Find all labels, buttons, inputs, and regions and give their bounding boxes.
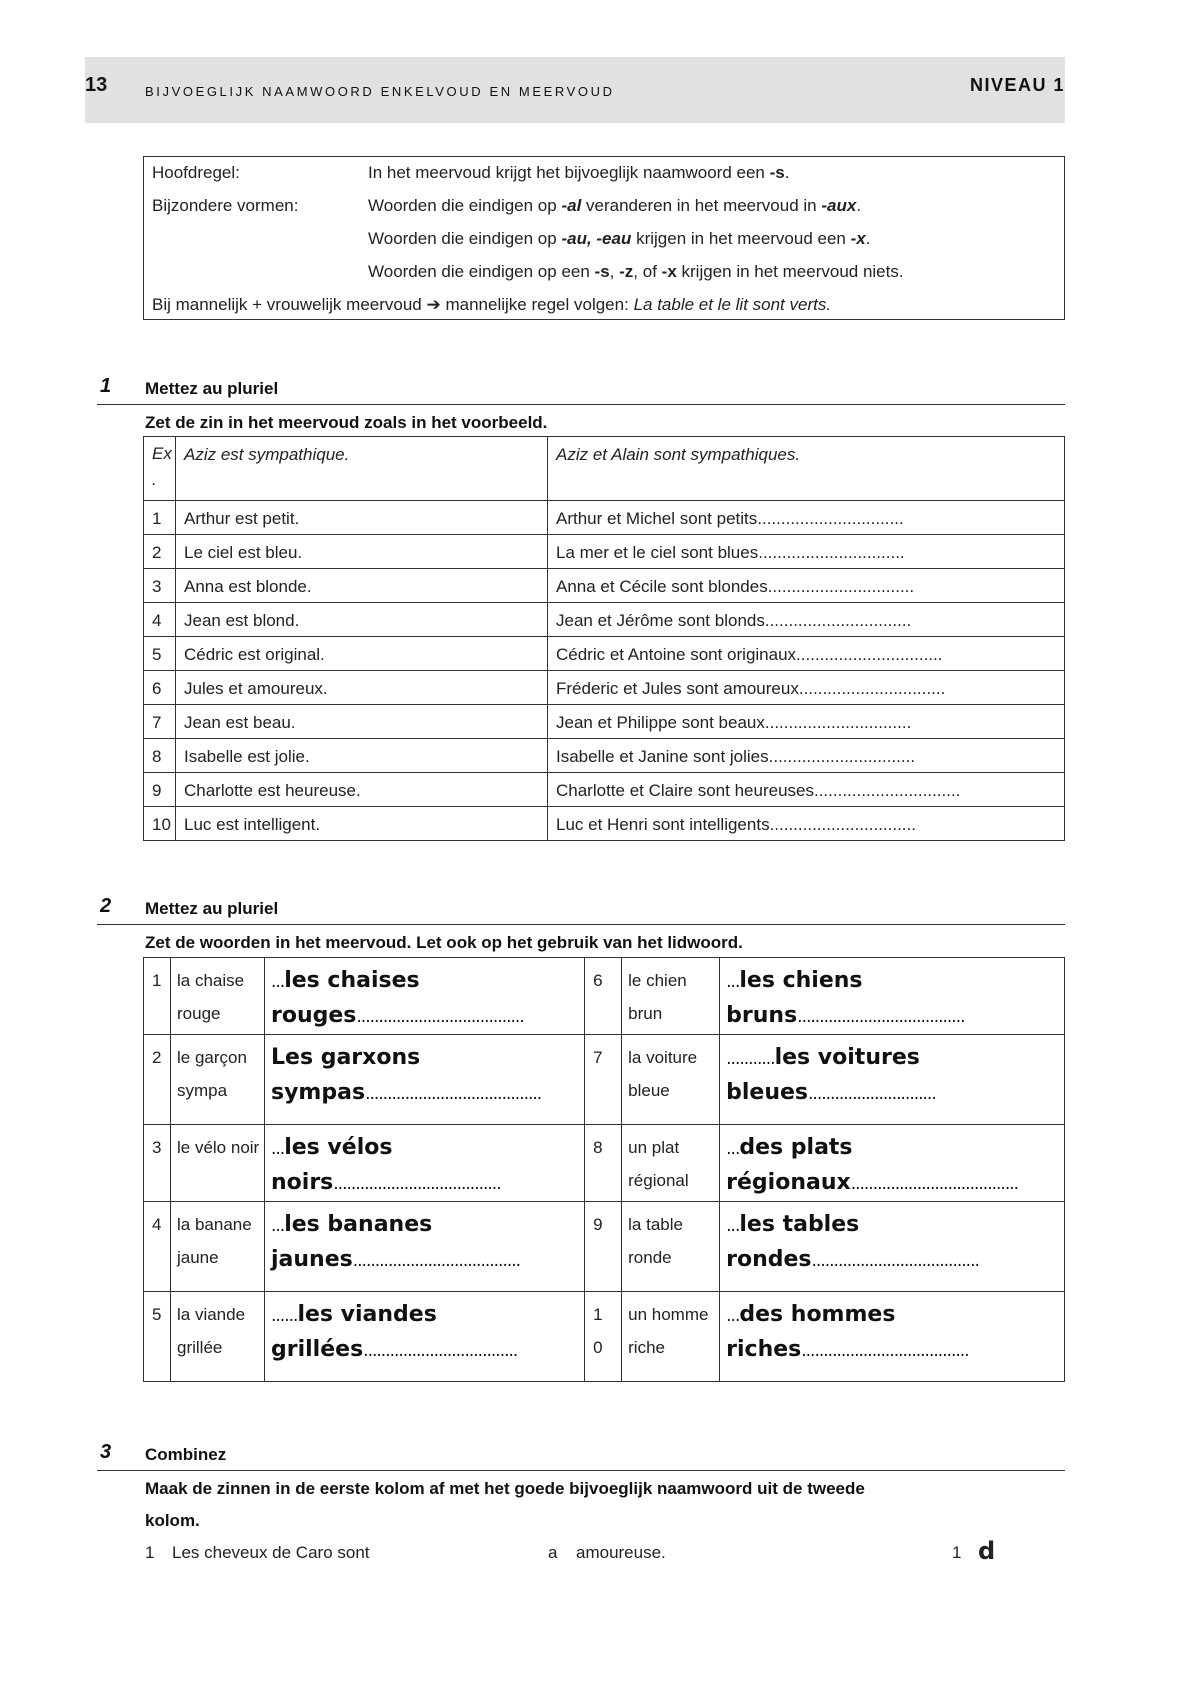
row-number: 4 (144, 603, 176, 637)
section-2-number: 2 (100, 895, 112, 917)
exercise-1-row (144, 671, 1065, 705)
section-1-instruction: Zet de zin in het meervoud zoals in het voorbeeld. (145, 413, 548, 432)
item-answer-field[interactable]: ...les tables rondes...................................... (720, 1202, 1065, 1292)
row-answer-field[interactable]: Jean et Philippe sont beaux............................... (548, 705, 1065, 739)
row-number: 9 (144, 773, 176, 807)
item-number: 1 0 (585, 1292, 622, 1382)
arrow-right-icon: ➔ (426, 295, 441, 314)
row-answer-field[interactable]: La mer et le ciel sont blues............................... (548, 535, 1065, 569)
item-answer-field[interactable]: ...........les voitures bleues............................. (720, 1035, 1065, 1125)
exercise-2-row (144, 1202, 1065, 1292)
example-answer: Aziz et Alain sont sympathiques. (548, 437, 1065, 501)
item-word: un homme riche (622, 1292, 720, 1382)
combine-option-text: amoureuse. (576, 1543, 666, 1562)
item-word: le garçon sympa (171, 1035, 265, 1125)
rule-special-3: Woorden die eindigen op een -s, -z, of -x krijgen in het meervoud niets. (368, 262, 904, 281)
row-answer-field[interactable]: Cédric et Antoine sont originaux............................... (548, 637, 1065, 671)
item-word: la banane jaune (171, 1202, 265, 1292)
rule-main-text: In het meervoud krijgt het bijvoeglijk naamwoord een -s. (368, 163, 790, 182)
combine-answer-number: 1 (952, 1543, 962, 1562)
rule-special-label: Bijzondere vormen: (152, 196, 299, 215)
section-3-title: Combinez (145, 1445, 227, 1464)
item-word: un plat régional (622, 1125, 720, 1202)
item-answer-field[interactable]: ...des plats régionaux...................................... (720, 1125, 1065, 1202)
example-sentence: Aziz est sympathique. (176, 437, 548, 501)
combine-row-text: Les cheveux de Caro sont (172, 1543, 370, 1562)
row-number: 10 (144, 807, 176, 841)
section-2-instruction: Zet de woorden in het meervoud. Let ook op het gebruik van het lidwoord. (145, 933, 743, 952)
row-answer-field[interactable]: Isabelle et Janine sont jolies............................... (548, 739, 1065, 773)
row-answer-field[interactable]: Luc et Henri sont intelligents............................... (548, 807, 1065, 841)
item-word: le vélo noir (171, 1125, 265, 1202)
rule-mixed: Bij mannelijk + vrouwelijk meervoud ➔ mannelijke regel volgen: La table et le lit sont verts. (152, 295, 832, 314)
exercise-1-row (144, 501, 1065, 535)
row-sentence: Jean est blond. (176, 603, 548, 637)
example-row (144, 437, 1065, 501)
row-sentence: Anna est blonde. (176, 569, 548, 603)
exercise-2-row (144, 1125, 1065, 1202)
grammar-rules-box (143, 156, 1065, 320)
exercise-1-table (143, 436, 1065, 841)
item-number: 4 (144, 1202, 171, 1292)
item-number: 8 (585, 1125, 622, 1202)
row-answer-field[interactable]: Fréderic et Jules sont amoureux............................... (548, 671, 1065, 705)
exercise-2-row (144, 1035, 1065, 1125)
row-number: 8 (144, 739, 176, 773)
row-number: 6 (144, 671, 176, 705)
row-number: 7 (144, 705, 176, 739)
row-answer-field[interactable]: Jean et Jérôme sont blonds............................... (548, 603, 1065, 637)
item-word: la table ronde (622, 1202, 720, 1292)
item-word: la chaise rouge (171, 958, 265, 1035)
exercise-1-row (144, 773, 1065, 807)
exercise-2-row (144, 958, 1065, 1035)
item-word: la viande grillée (171, 1292, 265, 1382)
row-sentence: Jean est beau. (176, 705, 548, 739)
row-sentence: Le ciel est bleu. (176, 535, 548, 569)
row-number: 2 (144, 535, 176, 569)
row-answer-field[interactable]: Anna et Cécile sont blondes............................... (548, 569, 1065, 603)
row-sentence: Cédric est original. (176, 637, 548, 671)
row-number: 3 (144, 569, 176, 603)
exercise-2-row (144, 1292, 1065, 1382)
exercise-1-row (144, 569, 1065, 603)
item-number: 2 (144, 1035, 171, 1125)
chapter-title: BIJVOEGLIJK NAAMWOORD ENKELVOUD EN MEERVOUD (145, 84, 615, 99)
section-1-number: 1 (100, 375, 112, 397)
exercise-1-row (144, 603, 1065, 637)
exercise-1-row (144, 637, 1065, 671)
item-number: 7 (585, 1035, 622, 1125)
exercise-2-table (143, 957, 1065, 1382)
row-sentence: Luc est intelligent. (176, 807, 548, 841)
row-number: 5 (144, 637, 176, 671)
item-word: le chien brun (622, 958, 720, 1035)
row-answer-field[interactable]: Charlotte et Claire sont heureuses............................... (548, 773, 1065, 807)
item-answer-field[interactable]: ...les chaises rouges...................................... (265, 958, 585, 1035)
item-answer-field[interactable]: ......les viandes grillées................................... (265, 1292, 585, 1382)
row-sentence: Arthur est petit. (176, 501, 548, 535)
combine-option-letter: a (548, 1543, 558, 1562)
item-answer-field[interactable]: ...les bananes jaunes...................................... (265, 1202, 585, 1292)
exercise-1-row (144, 739, 1065, 773)
item-answer-field[interactable]: ...des hommes riches...................................... (720, 1292, 1065, 1382)
exercise-1-row (144, 705, 1065, 739)
exercise-1-row (144, 807, 1065, 841)
rule-main-label: Hoofdregel: (152, 163, 240, 182)
section-3-number: 3 (100, 1441, 112, 1463)
item-number: 5 (144, 1292, 171, 1382)
section-3-instruction-line-1: Maak de zinnen in de eerste kolom af met het goede bijvoeglijk naamwoord uit de tweede (145, 1479, 865, 1498)
item-answer-field[interactable]: ...les chiens bruns...................................... (720, 958, 1065, 1035)
row-sentence: Isabelle est jolie. (176, 739, 548, 773)
row-answer-field[interactable]: Arthur et Michel sont petits............................... (548, 501, 1065, 535)
item-word: la voiture bleue (622, 1035, 720, 1125)
section-2-title: Mettez au pluriel (145, 899, 279, 918)
row-sentence: Jules et amoureux. (176, 671, 548, 705)
combine-row-number: 1 (145, 1543, 155, 1562)
row-number: 1 (144, 501, 176, 535)
section-1-divider (97, 404, 1065, 405)
item-number: 1 (144, 958, 171, 1035)
item-number: 6 (585, 958, 622, 1035)
rule-special-1: Woorden die eindigen op -al veranderen in het meervoud in -aux. (368, 196, 862, 215)
section-1-title: Mettez au pluriel (145, 379, 279, 398)
example-label: Ex . (144, 437, 176, 501)
item-answer-field[interactable]: Les garxons sympas........................................ (265, 1035, 585, 1125)
section-2-divider (97, 924, 1065, 925)
page-number: 13 (85, 74, 108, 96)
item-answer-field[interactable]: ...les vélos noirs...................................... (265, 1125, 585, 1202)
section-3-divider (97, 1470, 1065, 1471)
row-sentence: Charlotte est heureuse. (176, 773, 548, 807)
exercise-1-row (144, 535, 1065, 569)
item-number: 9 (585, 1202, 622, 1292)
item-number: 3 (144, 1125, 171, 1202)
rule-special-2: Woorden die eindigen op -au, -eau krijgen in het meervoud een -x. (368, 229, 871, 248)
section-3-instruction-line-2: kolom. (145, 1511, 200, 1530)
combine-answer-field[interactable]: d (978, 1537, 996, 1565)
level-label: NIVEAU 1 (969, 75, 1065, 95)
